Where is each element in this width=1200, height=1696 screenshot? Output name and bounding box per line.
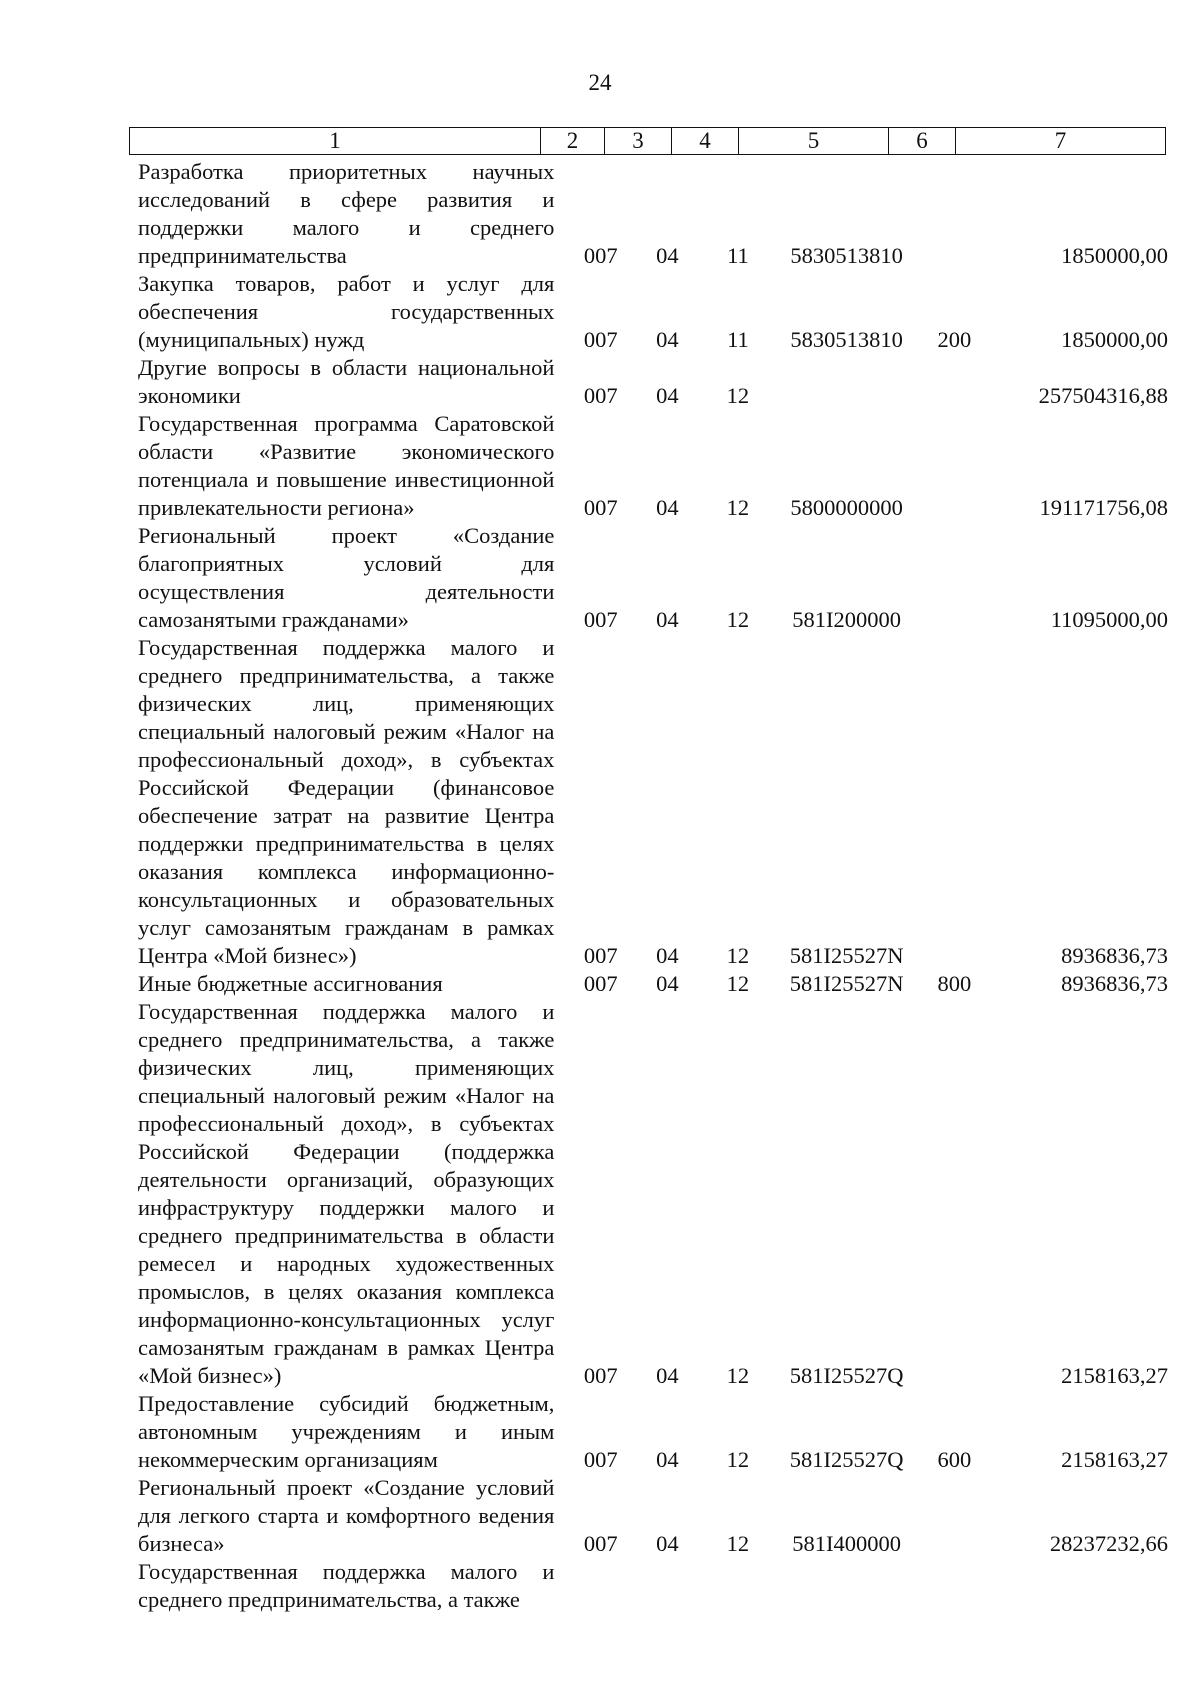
row-sum: 2158163,27 — [1061, 1447, 1169, 1472]
row-name: Предоставление субсидий бюджетным, автономным учреждениям и иным некоммерческим организациям — [138, 1391, 555, 1472]
row-ved: 007 — [583, 327, 618, 352]
row-pr: 12 — [726, 943, 750, 968]
row-pr: 12 — [726, 971, 750, 996]
row-rz: 04 — [656, 1531, 679, 1556]
row-vr: 600 — [937, 1447, 972, 1472]
row-name: Государственная поддержка малого и среднего предпринимательства, а также физических лиц, применяющих специальный налоговый режим «Налог на профессиональный доход», в субъектах Российской Федерации (поддержка деятельности организаций, образующих инфраструктуру поддержки малого и среднего предпринимательства в области ремесел и народных художественных промыслов, в целях оказания комплекса информационно-консультационных услуг самозанятым гражданам в рамках Центра «Мой бизнес») — [138, 999, 555, 1388]
row-rz: 04 — [656, 607, 679, 632]
row-csr: 5830513810 — [790, 243, 903, 268]
row-pr: 11 — [727, 327, 749, 352]
row-name: Региональный проект «Создание благоприятных условий для осуществления деятельности самозанятыми гражданами» — [138, 523, 555, 632]
row-sum: 11095000,00 — [1050, 607, 1169, 632]
table-row — [138, 354, 1168, 410]
row-sum: 257504316,88 — [1038, 383, 1169, 408]
row-rz: 04 — [656, 327, 679, 352]
row-name: Государственная программа Саратовской области «Развитие экономического потенциала и повышение инвестиционной привлекательности региона» — [138, 411, 555, 520]
row-name: Государственная поддержка малого и среднего предпринимательства, а также — [138, 1559, 555, 1612]
header-col-4: 4 — [672, 128, 739, 154]
row-csr: 581I400000 — [792, 1531, 902, 1556]
row-sum: 1850000,00 — [1061, 327, 1169, 352]
table-body — [138, 158, 1168, 1614]
row-sum: 8936836,73 — [1061, 943, 1169, 968]
table-row — [138, 522, 1168, 634]
row-rz: 04 — [656, 1363, 679, 1388]
row-vr: 200 — [937, 327, 972, 352]
table-row — [138, 410, 1168, 522]
row-name: Иные бюджетные ассигнования — [138, 971, 443, 996]
row-pr: 12 — [726, 607, 750, 632]
header-col-1: 1 — [130, 128, 541, 154]
table-row — [138, 998, 1168, 1390]
table-header — [129, 127, 1166, 155]
row-name: Другие вопросы в области национальной экономики — [138, 355, 555, 408]
row-name: Государственная поддержка малого и среднего предпринимательства, а также физических лиц, применяющих специальный налоговый режим «Налог на профессиональный доход», в субъектах Российской Федерации (финансовое обеспечение затрат на развитие Центра поддержки предпринимательства в целях оказания комплекса информационно-консультационных и образовательных услуг самозанятым гражданам в рамках Центра «Мой бизнес») — [138, 635, 555, 968]
row-ved: 007 — [583, 971, 618, 996]
row-pr: 11 — [727, 243, 749, 268]
row-rz: 04 — [656, 243, 679, 268]
row-ved: 007 — [583, 607, 618, 632]
table-row — [138, 1474, 1168, 1558]
row-sum: 191171756,08 — [1039, 495, 1169, 520]
row-pr: 12 — [726, 495, 750, 520]
row-csr: 581I25527Q — [789, 1447, 904, 1472]
row-rz: 04 — [656, 383, 679, 408]
header-col-5: 5 — [739, 128, 889, 154]
table-row — [138, 634, 1168, 970]
row-name: Разработка приоритетных научных исследований в сфере развития и поддержки малого и среднего предпринимательства — [138, 159, 555, 268]
row-vr: 800 — [937, 971, 972, 996]
header-col-6: 6 — [889, 128, 956, 154]
page-number: 24 — [588, 70, 612, 95]
row-name: Закупка товаров, работ и услуг для обеспечения государственных (муниципальных) нужд — [138, 271, 555, 352]
table-row — [138, 1390, 1168, 1474]
header-col-3: 3 — [605, 128, 672, 154]
row-csr: 5830513810 — [790, 327, 903, 352]
row-sum: 8936836,73 — [1061, 971, 1169, 996]
row-ved: 007 — [583, 943, 618, 968]
table-row — [138, 1558, 1168, 1614]
table-row — [138, 270, 1168, 354]
row-ved: 007 — [583, 495, 618, 520]
row-csr: 5800000000 — [790, 495, 903, 520]
row-name: Региональный проект «Создание условий для легкого старта и комфортного ведения бизнеса» — [138, 1475, 555, 1556]
row-sum: 2158163,27 — [1061, 1363, 1169, 1388]
row-sum: 28237232,66 — [1049, 1531, 1169, 1556]
header-col-7: 7 — [1054, 128, 1067, 153]
row-csr: 581I25527N — [789, 943, 904, 968]
row-pr: 12 — [726, 383, 750, 408]
row-pr: 12 — [726, 1531, 750, 1556]
row-rz: 04 — [656, 495, 679, 520]
table-row — [138, 158, 1168, 270]
row-sum: 1850000,00 — [1061, 243, 1169, 268]
row-rz: 04 — [656, 1447, 679, 1472]
row-rz: 04 — [656, 971, 679, 996]
row-pr: 12 — [726, 1363, 750, 1388]
table-row — [138, 970, 1168, 998]
row-pr: 12 — [726, 1447, 750, 1472]
row-csr: 581I200000 — [792, 607, 902, 632]
row-ved: 007 — [583, 1531, 618, 1556]
row-csr: 581I25527Q — [789, 1363, 904, 1388]
header-col-2: 2 — [541, 128, 605, 154]
row-rz: 04 — [656, 943, 679, 968]
row-ved: 007 — [583, 243, 618, 268]
row-ved: 007 — [583, 1363, 618, 1388]
row-csr: 581I25527N — [789, 971, 904, 996]
row-ved: 007 — [583, 383, 618, 408]
row-ved: 007 — [583, 1447, 618, 1472]
